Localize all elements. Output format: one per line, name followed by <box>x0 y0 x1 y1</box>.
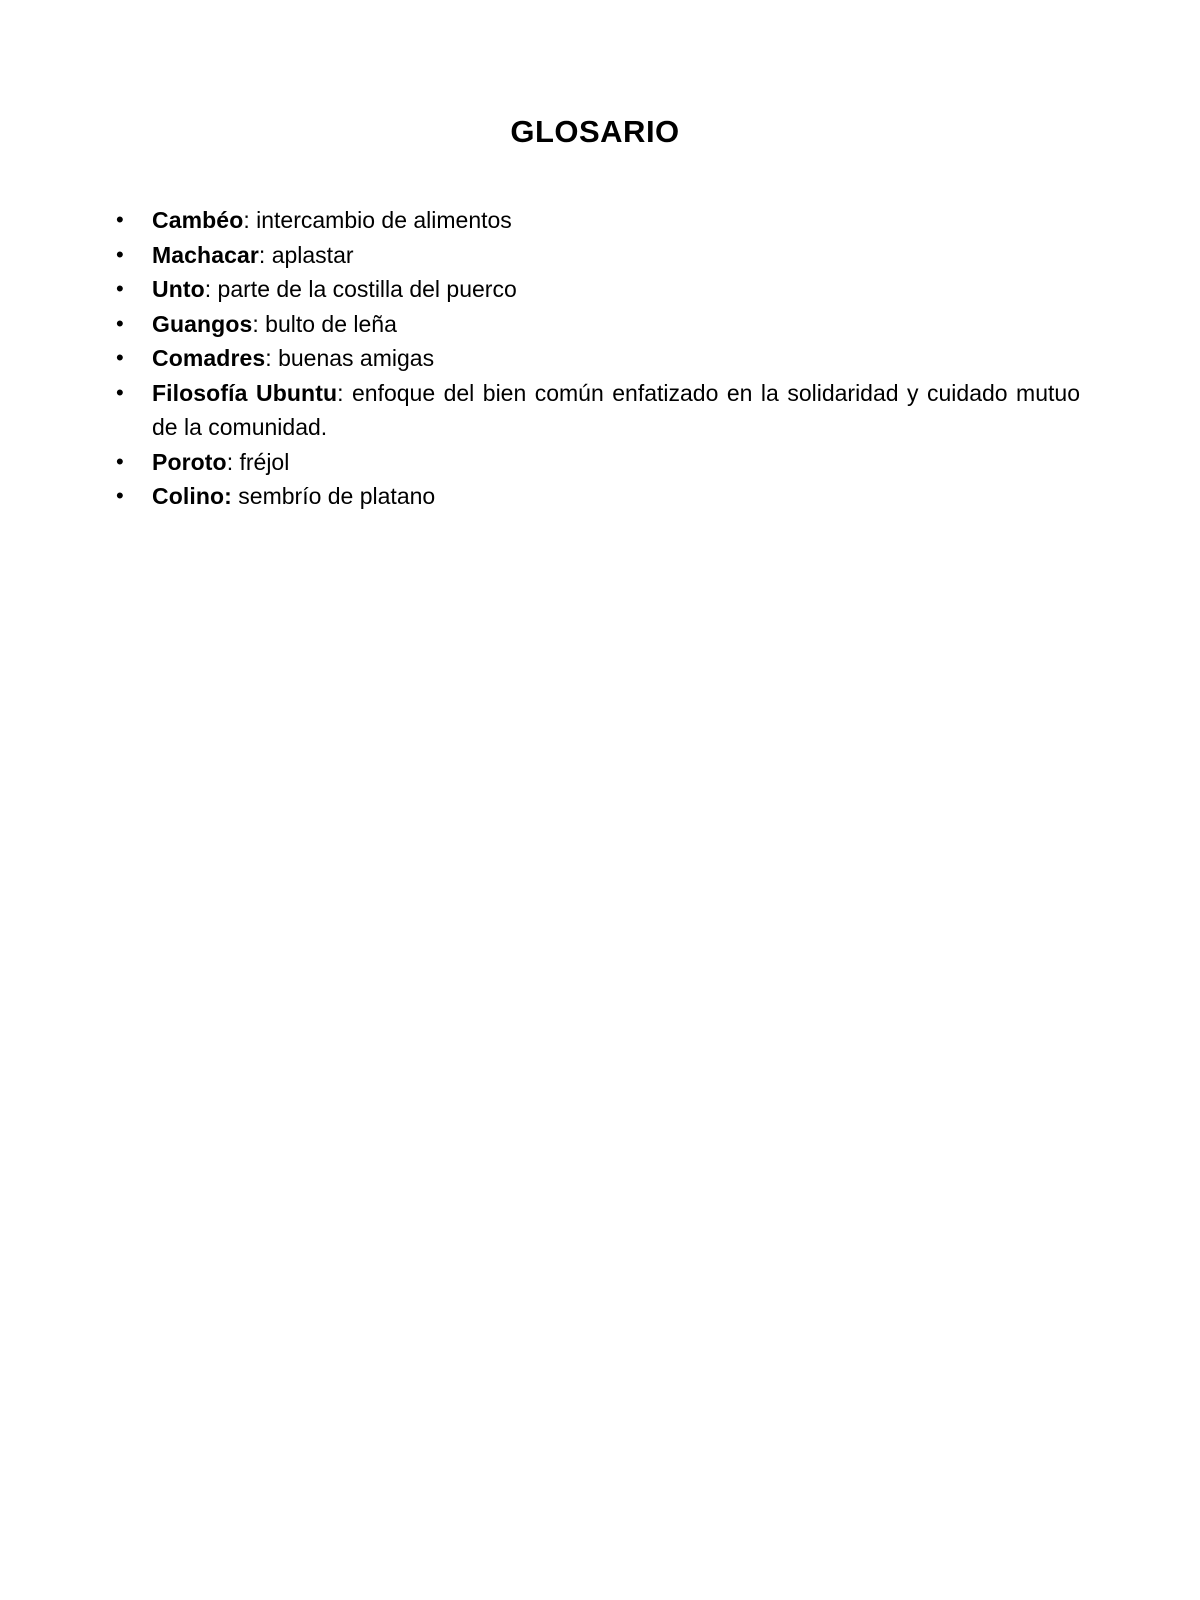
glossary-entry-comadres <box>112 341 1080 376</box>
glossary-definition: bulto de leña <box>258 310 397 337</box>
bullet-icon: • <box>116 483 124 508</box>
bullet-icon: • <box>116 379 124 405</box>
bullet-icon: • <box>116 241 124 267</box>
glossary-term: Cambéo <box>152 207 244 233</box>
glossary-definition: enfoque del bien común enfatizado en la solidaridad y cuidado mutuo de la comunidad. <box>152 379 1080 440</box>
glossary-term: Filosofía Ubuntu <box>152 379 338 406</box>
glossary-entry-machacar <box>112 238 1080 273</box>
bullet-icon: • <box>116 448 124 474</box>
glossary-separator: : <box>265 345 272 371</box>
glossary-term: Poroto <box>152 448 227 475</box>
glossary-list <box>112 203 1080 514</box>
glossary-separator: : <box>226 448 234 475</box>
bullet-icon: • <box>116 276 124 301</box>
glossary-separator: : <box>252 310 259 337</box>
glossary-entry-unto <box>112 272 1080 307</box>
glossary-definition: aplastar <box>265 241 354 268</box>
glossary-definition: parte de la costilla del puerco <box>211 276 517 302</box>
bullet-icon: • <box>116 310 124 336</box>
glossary-entry-cambeo <box>112 203 1080 238</box>
glossary-term: Comadres <box>152 345 266 371</box>
bullet-icon: • <box>116 207 124 232</box>
glossary-separator: : <box>337 379 344 406</box>
glossary-definition: buenas amigas <box>271 345 435 371</box>
glossary-entry-poroto <box>112 445 1080 480</box>
glossary-separator: : <box>243 207 250 233</box>
glossary-entry-filosofia-ubuntu <box>112 376 1080 445</box>
glossary-term: Unto <box>152 276 205 302</box>
glossary-separator: : <box>258 241 266 268</box>
glossary-entry-colino <box>112 479 1080 514</box>
page-title: GLOSARIO <box>510 114 680 149</box>
glossary-entry-guangos <box>112 307 1080 342</box>
glossary-term: Guangos <box>152 310 253 337</box>
glossary-term: Colino: <box>152 483 232 509</box>
glossary-definition: sembrío de platano <box>231 483 436 509</box>
bullet-icon: • <box>116 345 124 370</box>
glossary-definition: intercambio de alimentos <box>249 207 512 233</box>
glossary-definition: fréjol <box>233 448 290 475</box>
glossary-term: Machacar <box>152 241 259 268</box>
glossary-separator: : <box>204 276 212 302</box>
